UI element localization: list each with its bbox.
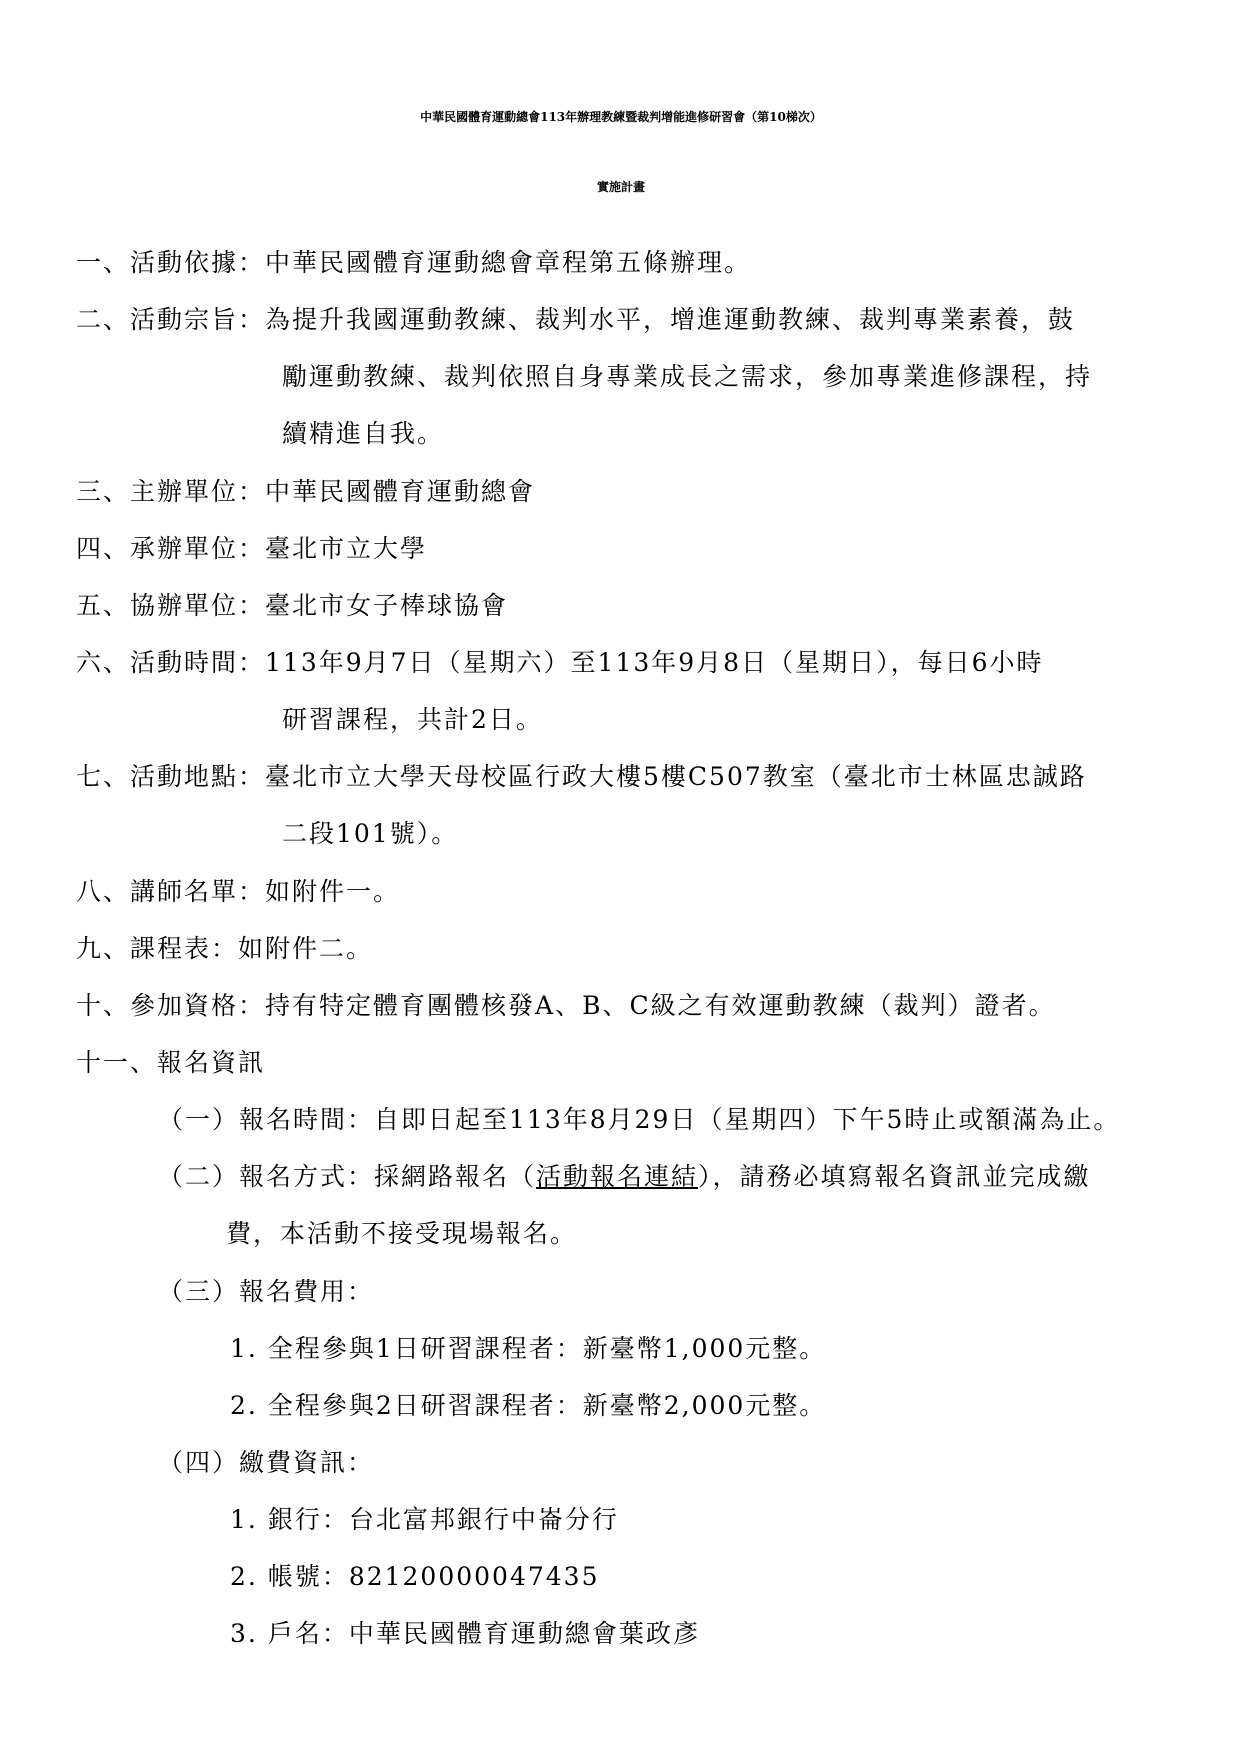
registration-method-line2: 費，本活動不接受現場報名。 <box>226 1219 578 1248</box>
section-label: 四、承辦單位： <box>76 534 266 563</box>
item-number: 3. <box>230 1619 258 1648</box>
sub-label: （三） <box>158 1277 240 1306</box>
section-label: 二、活動宗旨： <box>76 305 266 334</box>
item-text: 帳號：82120000047435 <box>267 1562 600 1591</box>
section-time-line2: 研習課程，共計2日。 <box>282 705 543 734</box>
section-text: 為提升我國運動教練、裁判水平，增進運動教練、裁判專業素養，鼓 <box>265 305 1076 334</box>
section-text: 臺北市女子棒球協會 <box>265 591 509 620</box>
section-text: 持有特定體育團體核發A、B、C級之有效運動教練（裁判）證者。 <box>265 991 1056 1020</box>
section-text: 如附件二。 <box>238 934 374 963</box>
list-item <box>230 1329 826 1365</box>
section-label: 三、主辦單位： <box>76 477 266 506</box>
section-time <box>76 643 1043 679</box>
section-label: 七、活動地點： <box>76 762 266 791</box>
section-venue <box>76 757 1087 793</box>
section-text: 113年9月7日（星期六）至113年9月8日（星期日），每日6小時 <box>265 648 1044 677</box>
sub-label: （一） <box>158 1105 240 1134</box>
registration-time <box>158 1100 1120 1136</box>
section-label: 五、協辦單位： <box>76 591 266 620</box>
item-number: 2. <box>230 1562 258 1591</box>
list-item <box>230 1386 826 1422</box>
section-text: 臺北市立大學 <box>265 534 428 563</box>
sub-label: （四） <box>158 1448 240 1477</box>
section-lecturers <box>76 872 400 908</box>
item-number: 1. <box>230 1505 258 1534</box>
registration-fee <box>158 1272 374 1308</box>
section-schedule <box>76 929 373 965</box>
section-executor <box>76 529 427 565</box>
section-label: 八、講師名單： <box>76 877 266 906</box>
sub-text: 報名方式：採網路報名（ <box>239 1162 537 1191</box>
document-title: 中華民國體育運動總會113年辦理教練暨裁判增能進修研習會（第10梯次） <box>420 110 822 124</box>
section-label: 六、活動時間： <box>76 648 266 677</box>
list-item <box>230 1614 700 1650</box>
registration-link[interactable]: 活動報名連結 <box>536 1162 699 1191</box>
item-text: 全程參與2日研習課程者：新臺幣2,000元整。 <box>267 1391 827 1420</box>
registration-method <box>158 1157 1091 1193</box>
section-eligibility <box>76 986 1056 1022</box>
sub-text: 報名費用： <box>239 1277 375 1306</box>
section-purpose <box>76 300 1075 336</box>
section-label: 一、活動依據： <box>76 248 266 277</box>
section-purpose-line2: 勵運動教練、裁判依照自身專業成長之需求，參加專業進修課程，持 <box>282 362 1093 391</box>
payment-info <box>158 1443 374 1479</box>
section-text: 臺北市立大學天母校區行政大樓5樓C507教室（臺北市士林區忠誠路 <box>265 762 1087 791</box>
item-number: 1. <box>230 1334 258 1363</box>
section-purpose-line3: 續精進自我。 <box>282 419 445 448</box>
document-subtitle: 實施計畫 <box>596 180 645 194</box>
section-text: 中華民國體育運動總會 <box>265 477 536 506</box>
section-organizer <box>76 472 535 508</box>
section-co-organizer <box>76 586 508 622</box>
section-label: 十、參加資格： <box>76 991 266 1020</box>
item-text: 銀行：台北富邦銀行中崙分行 <box>267 1505 619 1534</box>
section-text: 如附件一。 <box>265 877 401 906</box>
item-text: 全程參與1日研習課程者：新臺幣1,000元整。 <box>267 1334 827 1363</box>
list-item <box>230 1557 600 1593</box>
sub-text: 報名時間：自即日起至113年8月29日（星期四）下午5時止或額滿為止。 <box>239 1105 1121 1134</box>
sub-label: （二） <box>158 1162 240 1191</box>
section-registration: 十一、報名資訊 <box>76 1048 266 1077</box>
section-text: 中華民國體育運動總會章程第五條辦理。 <box>265 248 752 277</box>
list-item <box>230 1500 619 1536</box>
sub-text: 繳費資訊： <box>239 1448 375 1477</box>
item-number: 2. <box>230 1391 258 1420</box>
section-basis <box>76 243 751 279</box>
sub-text: ），請務必填寫報名資訊並完成繳 <box>698 1162 1091 1191</box>
section-venue-line2: 二段101號）。 <box>282 819 459 848</box>
item-text: 戶名：中華民國體育運動總會葉政彥 <box>267 1619 700 1648</box>
section-label: 九、課程表： <box>76 934 239 963</box>
